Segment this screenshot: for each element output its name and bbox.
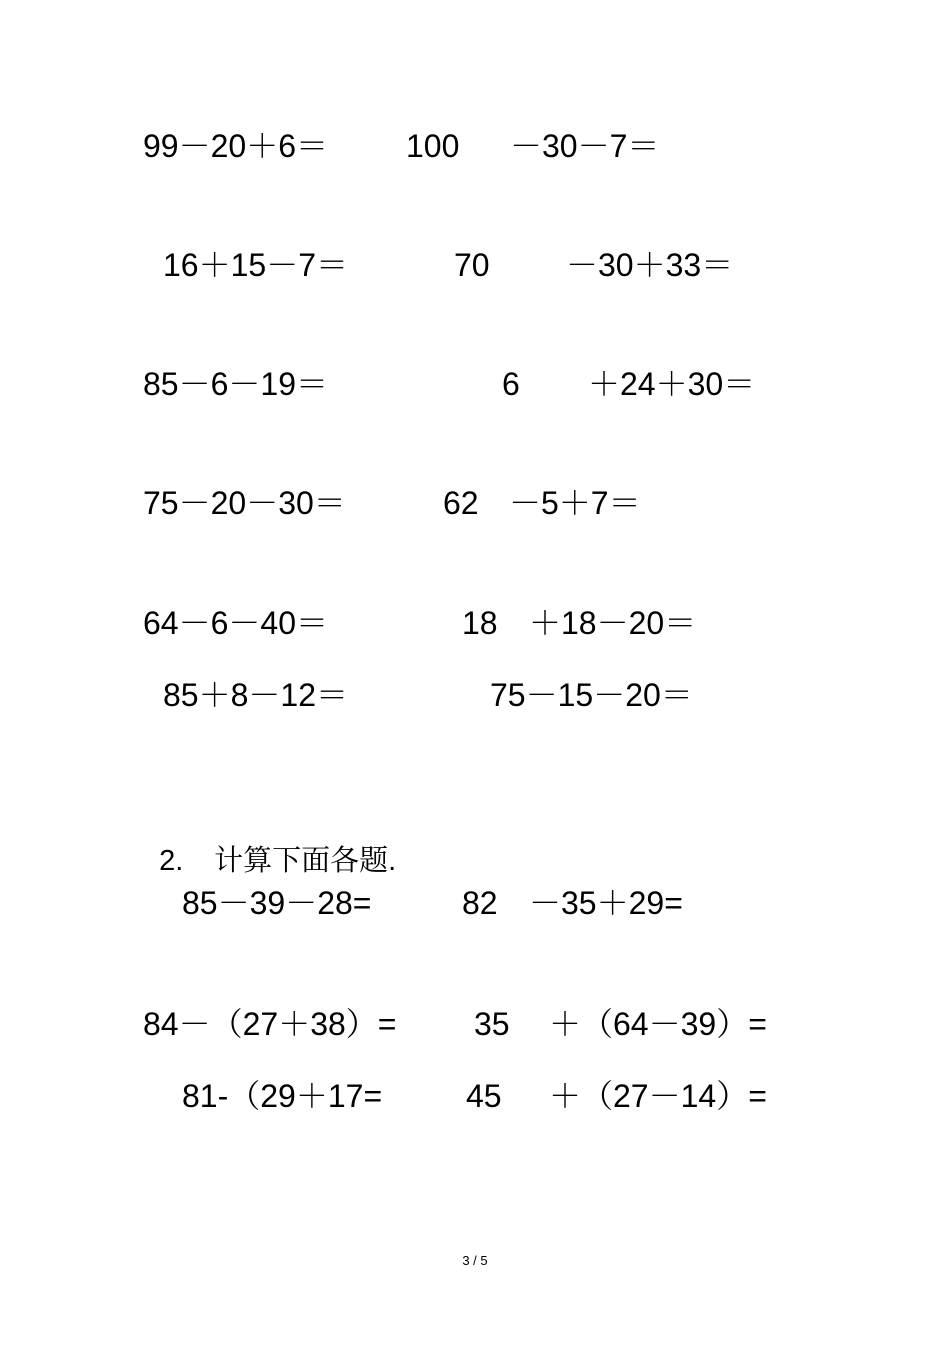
expression-mid: 62: [443, 485, 479, 521]
expression-mid: 82: [462, 885, 498, 921]
expression-right: 75－15－20＝: [490, 677, 693, 713]
expression-left: 85－6－19＝: [143, 366, 328, 402]
section-number: 2.: [159, 845, 184, 877]
expression-mid: 35: [474, 1006, 510, 1042]
expression-right: －30＋33＝: [566, 247, 734, 283]
section-title: 计算下面各题.: [214, 845, 397, 877]
page-number: 3 / 5: [462, 1253, 488, 1268]
expression-left: 85－39－28=: [182, 885, 372, 921]
expression-right: ＋（64－39）=: [549, 1006, 767, 1042]
expression-right: －5＋7＝: [509, 485, 641, 521]
expression-left: 84－（27＋38）=: [143, 1006, 397, 1042]
expression-right: ＋24＋30＝: [588, 366, 756, 402]
expression-mid: 45: [466, 1078, 502, 1114]
section-heading: [143, 818, 396, 876]
expression-left: 85＋8－12＝: [163, 677, 348, 713]
expression-left: 75－20－30＝: [143, 485, 346, 521]
expression-right: －35＋29=: [529, 885, 683, 921]
expression-right: ＋（27－14）=: [549, 1078, 767, 1114]
expression-right: －30－7＝: [510, 128, 660, 164]
expression-mid: 100: [406, 128, 460, 164]
expression-mid: 6: [502, 366, 520, 402]
expression-mid: 70: [454, 247, 490, 283]
expression-left: 81-（29＋17=: [182, 1078, 383, 1114]
expression-mid: 18: [462, 605, 498, 641]
expression-left: 16＋15－7＝: [163, 247, 348, 283]
expression-left: 99－20＋6＝: [143, 128, 328, 164]
expression-left: 64－6－40＝: [143, 605, 328, 641]
expression-right: ＋18－20＝: [529, 605, 697, 641]
